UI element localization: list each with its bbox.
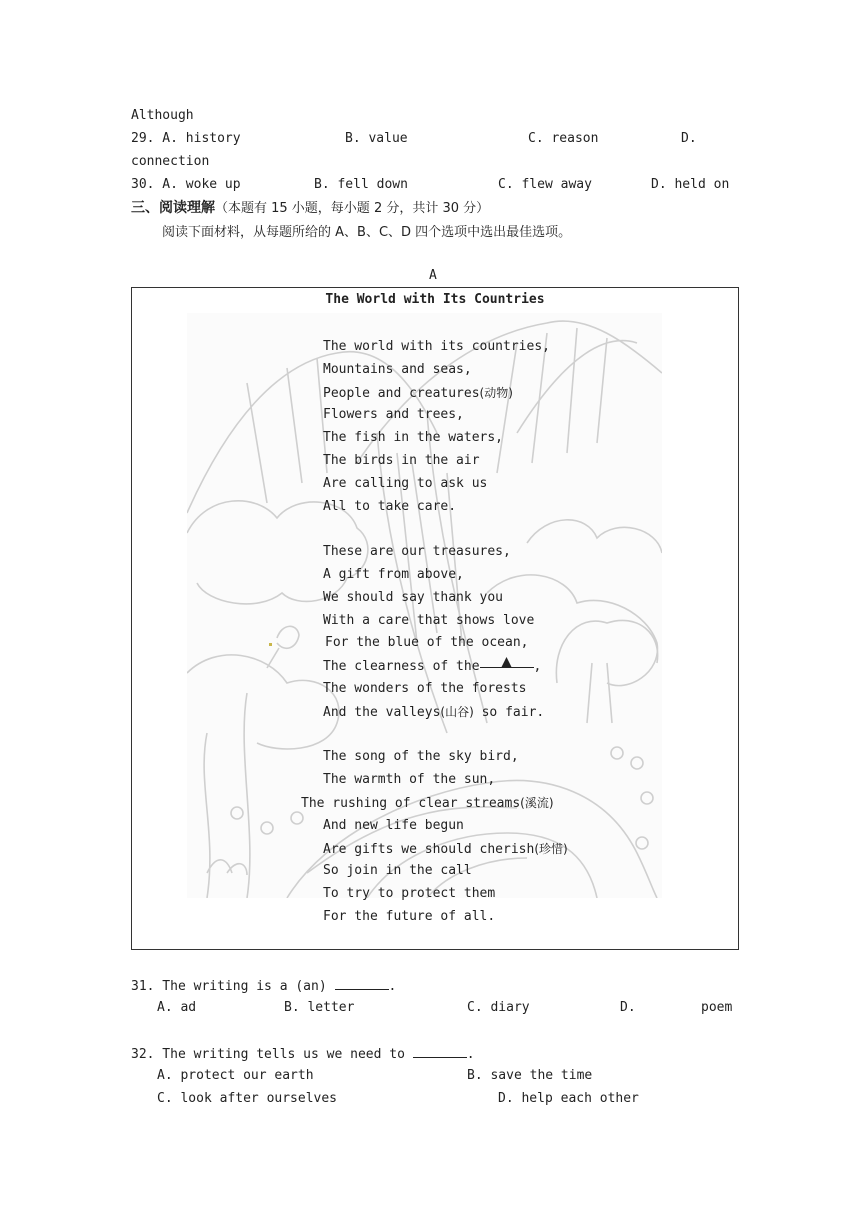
answer-blank <box>335 977 389 990</box>
q31-stem-row: 31. The writing is a (an) . <box>131 979 397 994</box>
poem-line-blank: The clearness of the ▲ , <box>323 654 542 675</box>
poem-line: All to take care. <box>323 498 457 514</box>
poem-line: People and creatures(动物) <box>323 385 513 401</box>
poem-box <box>131 287 739 950</box>
q32-option-d: D. help each other <box>498 1091 639 1106</box>
poem-line: So join in the call <box>323 863 472 879</box>
answer-blank <box>413 1045 467 1058</box>
section-heading-row <box>131 197 489 217</box>
poem-line: The song of the sky bird, <box>323 749 519 765</box>
poem-title: The World with Its Countries <box>325 292 545 307</box>
q32-option-c: C. look after ourselves <box>157 1091 338 1106</box>
q30-option-d: D. held on <box>651 177 730 192</box>
q29-option-d: D. <box>681 131 697 146</box>
q31-option-b: B. letter <box>284 1000 355 1015</box>
poem-line: Mountains and seas, <box>323 361 472 377</box>
q31-stem: 31. The writing is a (an) <box>131 979 327 994</box>
section-heading: 三、阅读理解 <box>131 200 215 216</box>
q29-option-d-text: connection <box>131 154 210 169</box>
poem-line: The world with its countries, <box>323 339 550 354</box>
poem-line: Flowers and trees, <box>323 407 464 423</box>
poem-line: The fish in the waters, <box>323 430 504 446</box>
q31-option-a: A. ad <box>157 1000 197 1015</box>
section-instruction: 阅读下面材料，从每题所给的 A、B、C、D 四个选项中选出最佳选项。 <box>162 225 572 240</box>
q29-option-b: B. value <box>345 131 408 146</box>
q31-option-d-text: poem <box>701 1000 733 1015</box>
poem-line: For the future of all. <box>323 908 496 924</box>
q29-option-a: 29. A. history <box>131 131 241 146</box>
q29-option-c: C. reason <box>528 131 599 146</box>
poem-line: The wonders of the forests <box>323 680 527 696</box>
passage-label: A <box>429 268 437 283</box>
poem-line: For the blue of the ocean, <box>325 635 529 651</box>
q30-option-b: B. fell down <box>314 177 408 192</box>
q32-stem-row: 32. The writing tells us we need to . <box>131 1047 475 1062</box>
poem-line: We should say thank you <box>323 589 504 605</box>
q31-option-d: D. <box>620 1000 636 1015</box>
fill-in-blank <box>480 654 534 671</box>
q32-option-a: A. protect our earth <box>157 1068 314 1083</box>
q30-option-a: 30. A. woke up <box>131 177 241 192</box>
poem-line: The rushing of clear streams(溪流) <box>301 795 554 811</box>
poem-line: Are gifts we should cherish(珍惜) <box>323 841 568 857</box>
triangle-marker-icon: ▲ <box>501 654 512 671</box>
poem-line: The warmth of the sun, <box>323 772 496 788</box>
q31-option-c: C. diary <box>467 1000 530 1015</box>
poem-line: Are calling to ask us <box>323 475 488 491</box>
poem-line: The birds in the air <box>323 452 480 468</box>
continuation-line: Although <box>131 108 194 123</box>
poem-line: To try to protect them <box>323 886 496 902</box>
poem-line: And the valleys(山谷) so fair. <box>323 704 545 720</box>
q30-option-c: C. flew away <box>498 177 592 192</box>
poem-line: With a care that shows love <box>323 612 535 628</box>
poem-line: A gift from above, <box>323 566 464 582</box>
poem-line: And new life begun <box>323 817 464 833</box>
poem-line: These are our treasures, <box>323 544 511 560</box>
q32-option-b: B. save the time <box>467 1068 593 1083</box>
stanza-gap <box>323 724 568 747</box>
q32-stem: 32. The writing tells us we need to <box>131 1047 405 1062</box>
section-note: （本题有 15 小题，每小题 2 分，共计 30 分） <box>215 201 490 216</box>
poem-body <box>301 336 568 929</box>
stanza-gap <box>323 518 568 541</box>
